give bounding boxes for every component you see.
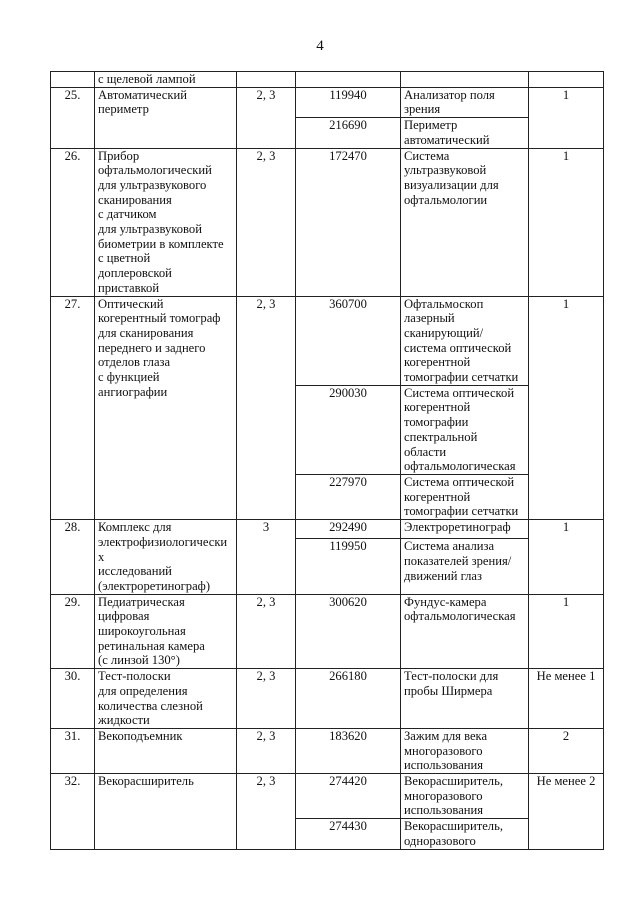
row-qty-cell: 1 — [529, 520, 604, 595]
row-kind-cell: Зажим для века многоразового использования — [401, 728, 529, 773]
equipment-table — [50, 71, 604, 850]
row-kind-cell: Офтальмоскоп лазерный сканирующий/ система оптической когерентной томографии сетчатки — [401, 296, 529, 385]
row-qty-cell: 1 — [529, 594, 604, 669]
equipment-table-body — [51, 72, 604, 850]
row-name-cell: Векорасширитель — [95, 774, 237, 850]
table-row — [51, 669, 604, 729]
table-row — [51, 520, 604, 539]
row-number-cell: 27. — [51, 296, 95, 520]
table-row — [51, 87, 604, 117]
table-row — [51, 728, 604, 773]
row-kind-cell: Векорасширитель, одноразового — [401, 819, 529, 849]
row-qty-cell: Не менее 1 — [529, 669, 604, 729]
row-kind-cell: Система ультразвуковой визуализации для офтальмологии — [401, 148, 529, 296]
row-kind-cell: Система оптической когерентной томографии спектральной области офтальмологическая — [401, 385, 529, 474]
row-name-cell: Тест-полоски для определения количества слезной жидкости — [95, 669, 237, 729]
row-number-cell: 30. — [51, 669, 95, 729]
row-kind-cell: Система анализа показателей зрения/ движений глаз — [401, 539, 529, 594]
row-code-cell: 300620 — [296, 594, 401, 669]
row-indications-cell — [237, 72, 296, 88]
row-name-cell: с щелевой лампой — [95, 72, 237, 88]
row-qty-cell: 1 — [529, 148, 604, 296]
row-number-cell: 29. — [51, 594, 95, 669]
row-qty-cell: 1 — [529, 87, 604, 148]
row-kind-cell — [401, 72, 529, 88]
row-number-cell: 26. — [51, 148, 95, 296]
row-number-cell: 28. — [51, 520, 95, 595]
row-code-cell: 274420 — [296, 774, 401, 819]
row-qty-cell: 1 — [529, 296, 604, 520]
row-qty-cell — [529, 72, 604, 88]
table-row — [51, 594, 604, 669]
row-indications-cell: 2, 3 — [237, 296, 296, 520]
row-indications-cell: 2, 3 — [237, 669, 296, 729]
row-indications-cell: 2, 3 — [237, 148, 296, 296]
table-row — [51, 148, 604, 296]
row-code-cell: 216690 — [296, 118, 401, 148]
row-indications-cell: 2, 3 — [237, 774, 296, 850]
row-kind-cell: Периметр автоматический — [401, 118, 529, 148]
row-code-cell: 292490 — [296, 520, 401, 539]
row-indications-cell: 2, 3 — [237, 594, 296, 669]
row-kind-cell: Система оптической когерентной томографии сетчатки — [401, 474, 529, 519]
row-code-cell: 172470 — [296, 148, 401, 296]
row-name-cell: Педиатрическая цифровая широкоугольная ретинальная камера (с линзой 130°) — [95, 594, 237, 669]
row-code-cell: 290030 — [296, 385, 401, 474]
row-number-cell — [51, 72, 95, 88]
row-name-cell: Автоматический периметр — [95, 87, 237, 148]
row-indications-cell: 2, 3 — [237, 87, 296, 148]
row-name-cell: Оптический когерентный томограф для сканирования переднего и заднего отделов глаза с функцией ангиографии — [95, 296, 237, 520]
row-code-cell: 119940 — [296, 87, 401, 117]
table-row-continued — [51, 72, 604, 88]
row-code-cell: 183620 — [296, 728, 401, 773]
row-code-cell: 274430 — [296, 819, 401, 849]
row-name-cell: Векоподъемник — [95, 728, 237, 773]
row-qty-cell: 2 — [529, 728, 604, 773]
row-number-cell: 25. — [51, 87, 95, 148]
table-row — [51, 296, 604, 385]
row-kind-cell: Анализатор поля зрения — [401, 87, 529, 117]
row-code-cell: 360700 — [296, 296, 401, 385]
row-number-cell: 32. — [51, 774, 95, 850]
row-kind-cell: Векорасширитель, многоразового использования — [401, 774, 529, 819]
row-code-cell — [296, 72, 401, 88]
row-kind-cell: Фундус-камера офтальмологическая — [401, 594, 529, 669]
row-code-cell: 119950 — [296, 539, 401, 594]
row-indications-cell: 2, 3 — [237, 728, 296, 773]
row-number-cell: 31. — [51, 728, 95, 773]
row-kind-cell: Тест-полоски для пробы Ширмера — [401, 669, 529, 729]
page-number: 4 — [316, 38, 324, 54]
row-name-cell: Прибор офтальмологический для ультразвукового сканирования с датчиком для ультразвуковой биометрии в комплекте с цветной доплеровской приставкой — [95, 148, 237, 296]
table-row — [51, 774, 604, 819]
row-code-cell: 266180 — [296, 669, 401, 729]
row-kind-cell: Электроретинограф — [401, 520, 529, 539]
row-code-cell: 227970 — [296, 474, 401, 519]
row-indications-cell: 3 — [237, 520, 296, 595]
row-name-cell: Комплекс для электрофизиологических исследований (электроретинограф) — [95, 520, 237, 595]
row-qty-cell: Не менее 2 — [529, 774, 604, 850]
